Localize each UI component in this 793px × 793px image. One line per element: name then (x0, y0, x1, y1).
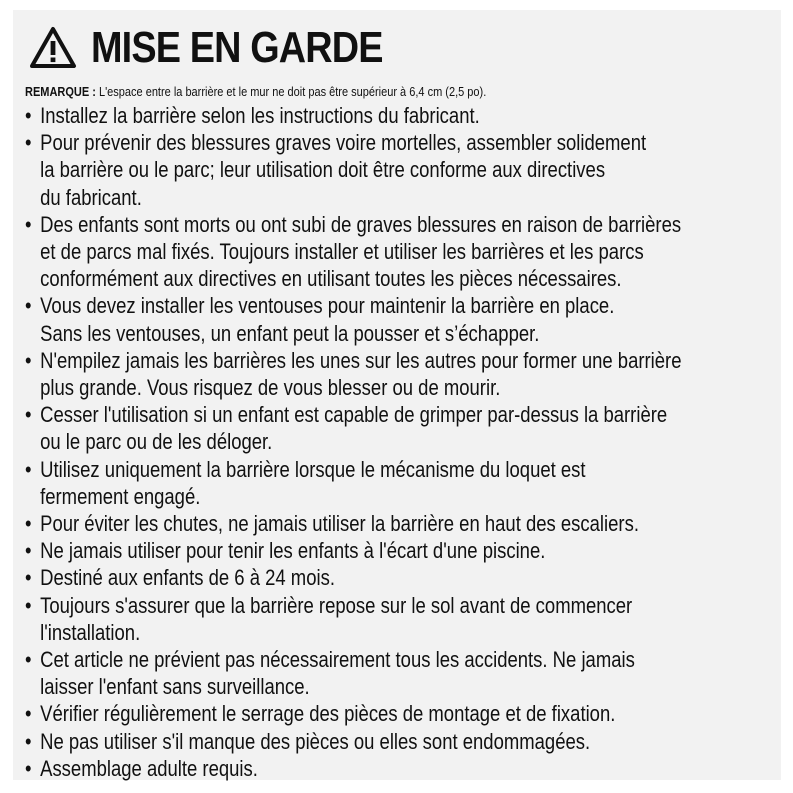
warning-item-text (40, 592, 792, 646)
bullet-icon: • (25, 511, 32, 537)
warning-item-line: du fabricant. (40, 184, 142, 210)
warning-item (25, 456, 792, 510)
warning-item-line: fermement engagé. (40, 483, 201, 509)
warning-title: MISE EN GARDE (91, 23, 383, 72)
warning-item-line: Cesser l'utilisation si un enfant est capable de grimper par-dessus la barrière (40, 402, 668, 428)
warning-item-line: Installez la barrière selon les instructions du fabricant. (40, 103, 480, 128)
warning-item-text (40, 755, 792, 782)
warning-item-line: conformément aux directives en utilisant toutes les pièces nécessaires. (40, 266, 622, 292)
warning-item-line: plus grande. Vous risquez de vous blesser ou de mourir. (40, 375, 501, 401)
warning-item (25, 102, 792, 129)
warning-triangle-icon (29, 26, 77, 70)
warning-item-text (40, 347, 792, 401)
warning-item (25, 592, 792, 646)
warning-item (25, 537, 792, 564)
bullet-icon: • (25, 592, 32, 618)
warning-item (25, 292, 792, 346)
warning-item-text (40, 401, 792, 455)
warning-item-text (40, 537, 792, 564)
bullet-icon: • (25, 755, 32, 781)
warning-item-text (40, 700, 792, 727)
warning-item (25, 700, 792, 727)
warning-item-text (40, 129, 792, 211)
note-label: REMARQUE : (25, 85, 96, 99)
warning-item (25, 401, 792, 455)
warning-item-line: Sans les ventouses, un enfant peut la pousser et s’échapper. (40, 320, 540, 346)
bullet-icon: • (25, 701, 32, 727)
bullet-icon: • (25, 728, 32, 754)
warning-item (25, 646, 792, 700)
bullet-icon: • (25, 647, 32, 673)
warning-item-line: Vous devez installer les ventouses pour maintenir la barrière en place. (40, 293, 615, 319)
bullet-icon: • (25, 130, 32, 156)
bullet-icon: • (25, 293, 32, 319)
warning-item-line: Toujours s'assurer que la barrière repose sur le sol avant de commencer (40, 592, 633, 618)
warning-item (25, 347, 792, 401)
warning-item-text (40, 646, 792, 700)
warning-item-text (40, 728, 792, 755)
bullet-icon: • (25, 402, 32, 428)
warning-item-line: Des enfants sont morts ou ont subi de graves blessures en raison de barrières (40, 211, 682, 237)
warning-item-text (40, 211, 792, 293)
warning-item (25, 129, 792, 211)
warning-item-line: Destiné aux enfants de 6 à 24 mois. (40, 565, 335, 591)
warning-item-line: et de parcs mal fixés. Toujours installer et utiliser les barrières et les parcs (40, 239, 644, 265)
warning-item-line: Ne jamais utiliser pour tenir les enfants à l'écart d'une piscine. (40, 538, 546, 564)
warning-item-line: N'empilez jamais les barrières les unes sur les autres pour former une barrière (40, 347, 682, 373)
warning-item-line: la barrière ou le parc; leur utilisation doit être conforme aux directives (40, 157, 606, 183)
note-text: L'espace entre la barrière et le mur ne doit pas être supérieur à 6,4 cm (2,5 po). (95, 85, 487, 99)
bullet-icon: • (25, 565, 32, 591)
warning-item (25, 728, 792, 755)
warning-item (25, 510, 792, 537)
warning-list (25, 102, 771, 782)
warning-item-text (40, 564, 792, 591)
bullet-icon: • (25, 103, 32, 128)
bullet-icon: • (25, 456, 32, 482)
warning-item-line: Assemblage adulte requis. (40, 755, 258, 781)
note (25, 84, 681, 100)
warning-item-line: Vérifier régulièrement le serrage des pièces de montage et de fixation. (40, 701, 616, 727)
bullet-icon: • (25, 211, 32, 237)
warning-item-line: Ne pas utiliser s'il manque des pièces ou elles sont endommagées. (40, 728, 591, 754)
warning-item-text (40, 292, 792, 346)
warning-item (25, 211, 792, 293)
warning-item-text (40, 102, 792, 129)
warning-item-text (40, 510, 792, 537)
warning-item-line: Cet article ne prévient pas nécessairement tous les accidents. Ne jamais (40, 647, 635, 673)
warning-item-line: Pour éviter les chutes, ne jamais utiliser la barrière en haut des escaliers. (40, 511, 639, 537)
warning-item-line: laisser l'enfant sans surveillance. (40, 674, 310, 700)
title-row (25, 22, 771, 74)
bullet-icon: • (25, 347, 32, 373)
bullet-icon: • (25, 538, 32, 564)
warning-item-line: Pour prévenir des blessures graves voire mortelles, assembler solidement (40, 130, 647, 156)
warning-item (25, 564, 792, 591)
warning-item-line: Utilisez uniquement la barrière lorsque le mécanisme du loquet est (40, 456, 586, 482)
warning-item (25, 755, 792, 782)
warning-item-text (40, 456, 792, 510)
warning-item-line: ou le parc ou de les déloger. (40, 429, 273, 455)
warning-panel (13, 10, 781, 780)
warning-item-line: l'installation. (40, 619, 141, 645)
